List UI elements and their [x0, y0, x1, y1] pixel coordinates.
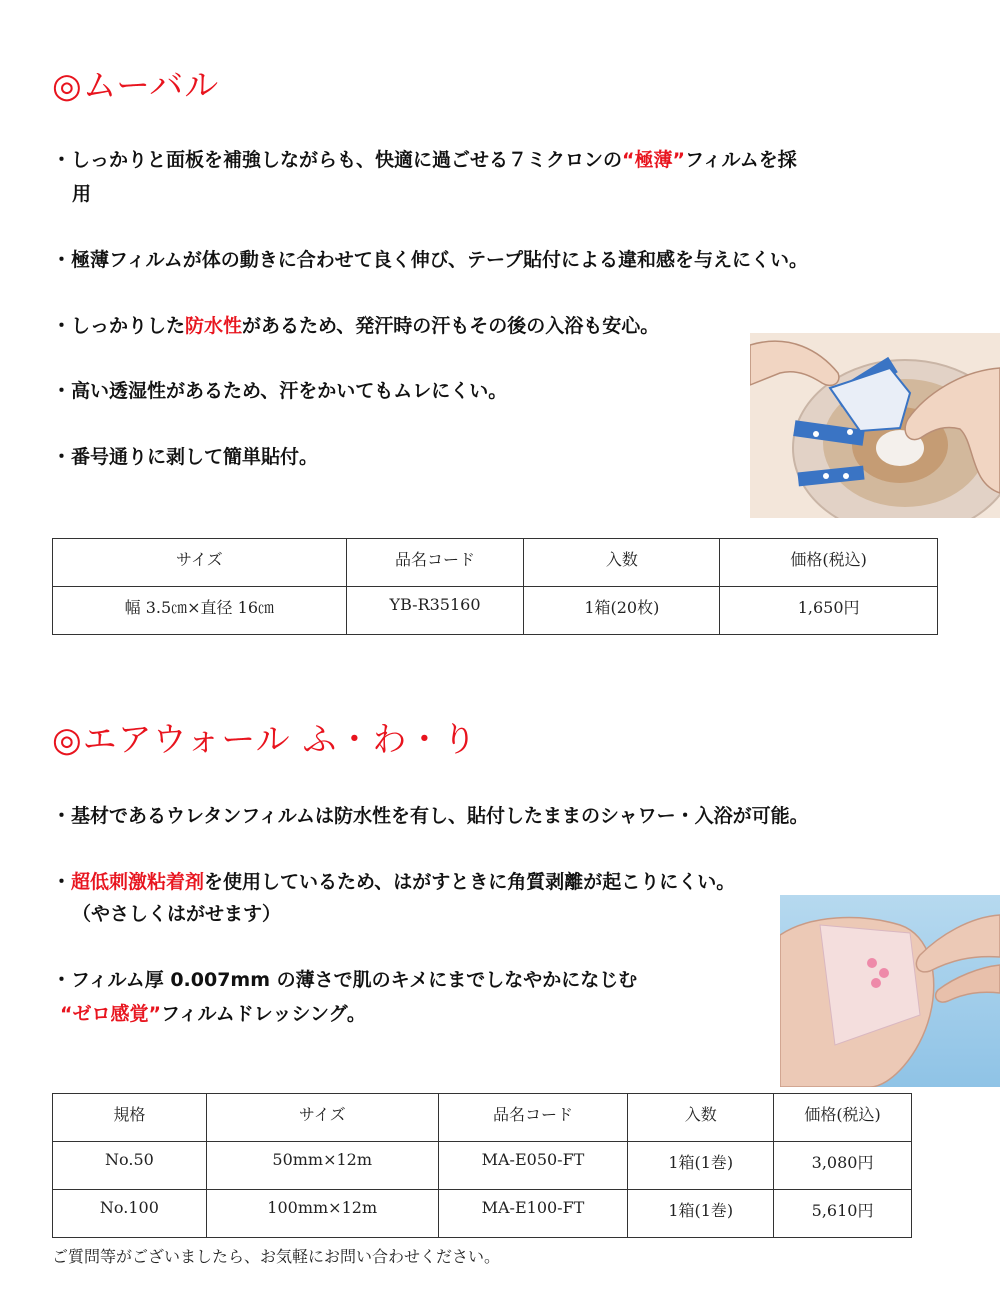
bullet-airwall-3: ・フィルム厚 0.007mm の薄さで肌のキメにまでしなやかになじむ — [52, 969, 638, 991]
header-price: 価格(税込) — [774, 1094, 912, 1142]
bullet-airwall-1: ・基材であるウレタンフィルムは防水性を有し、貼付したままのシャワー・入浴が可能。 — [52, 805, 809, 827]
cell-product-code: MA-E100-FT — [438, 1190, 628, 1238]
bullet-airwall-2-dot: ・ — [52, 871, 72, 893]
bullet-1-highlight: “極薄” — [622, 149, 685, 171]
header-size: サイズ — [53, 539, 347, 587]
bullet-1-text-b: フィルムを採 — [685, 149, 797, 171]
application-illustration — [750, 333, 1000, 518]
bullet-airwall-2-line-2: （やさしくはがせます） — [72, 903, 282, 925]
bullet-airwall-3-highlight: “ゼロ感覚” — [60, 1003, 161, 1025]
table-header-row — [53, 539, 938, 587]
cell-product-code: YB-R35160 — [346, 587, 524, 635]
bullet-1-line-2: 用 — [72, 183, 92, 205]
header-quantity: 入数 — [524, 539, 720, 587]
section-title-airwall: ◎エアウォール ふ・わ・り — [52, 720, 478, 760]
bullet-2: ・極薄フィルムが体の動きに合わせて良く伸び、テープ貼付による違和感を与えにくい。 — [52, 249, 809, 271]
bullet-3-highlight: 防水性 — [185, 315, 243, 337]
moobal-spec-table — [52, 538, 938, 635]
bullet-3-text-b: があるため、発汗時の汗もその後の入浴も安心。 — [242, 315, 660, 337]
bullet-airwall-3-text: フィルムドレッシング。 — [160, 1003, 366, 1025]
header-size: サイズ — [206, 1094, 438, 1142]
cell-quantity: 1箱(20枚) — [524, 587, 720, 635]
cell-price: 1,650円 — [720, 587, 938, 635]
cell-quantity: 1箱(1巻) — [628, 1190, 774, 1238]
header-spec: 規格 — [53, 1094, 207, 1142]
bullet-3-text-a: ・しっかりした — [52, 315, 186, 337]
bullet-airwall-2 — [52, 866, 735, 898]
header-price: 価格(税込) — [720, 539, 938, 587]
cell-size: 100mm×12m — [206, 1190, 438, 1238]
contact-note: ご質問等がございましたら、お気軽にお問い合わせください。 — [52, 1247, 501, 1266]
cell-price: 3,080円 — [774, 1142, 912, 1190]
cell-price: 5,610円 — [774, 1190, 912, 1238]
cell-size: 幅 3.5㎝×直径 16㎝ — [53, 587, 347, 635]
bullet-1 — [52, 144, 797, 176]
airwall-spec-table — [52, 1093, 912, 1238]
header-quantity: 入数 — [628, 1094, 774, 1142]
section-title-moobal: ◎ムーバル — [52, 66, 220, 106]
film-dressing-photo — [780, 895, 1000, 1087]
cell-size: 50mm×12m — [206, 1142, 438, 1190]
cell-spec: No.100 — [53, 1190, 207, 1238]
bullet-5: ・番号通りに剥して簡単貼付。 — [52, 446, 319, 468]
bullet-1-text-a: ・しっかりと面板を補強しながらも、快適に過ごせる７ミクロンの — [52, 149, 623, 171]
cell-product-code: MA-E050-FT — [438, 1142, 628, 1190]
bullet-airwall-2-highlight: 超低刺激粘着剤 — [71, 871, 205, 893]
bullet-3 — [52, 310, 659, 342]
header-product-code: 品名コード — [438, 1094, 628, 1142]
bullet-airwall-2-text: を使用しているため、はがすときに角質剥離が起こりにくい。 — [204, 871, 736, 893]
cell-quantity: 1箱(1巻) — [628, 1142, 774, 1190]
table-row — [53, 1190, 912, 1238]
cell-spec: No.50 — [53, 1142, 207, 1190]
bullet-airwall-3-line-2 — [60, 998, 366, 1030]
table-row — [53, 587, 938, 635]
table-header-row — [53, 1094, 912, 1142]
bullet-4: ・高い透湿性があるため、汗をかいてもムレにくい。 — [52, 380, 508, 402]
header-product-code: 品名コード — [346, 539, 524, 587]
table-row — [53, 1142, 912, 1190]
